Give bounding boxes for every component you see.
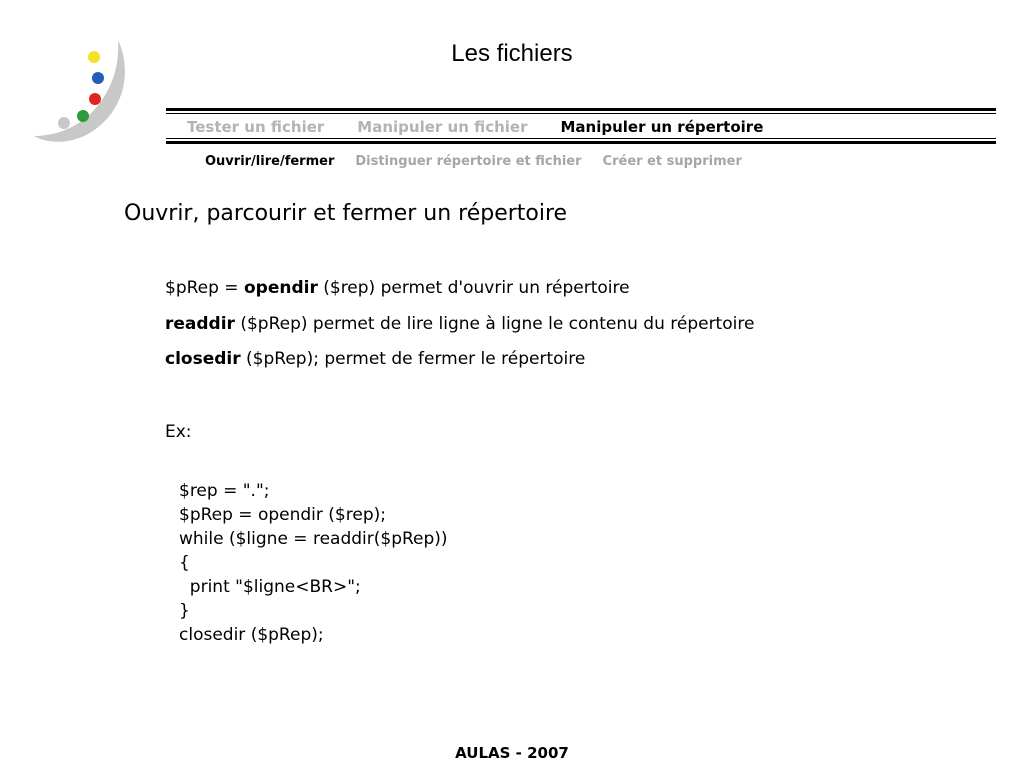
function-name-opendir: opendir: [243, 278, 318, 298]
nav-divider-bottom: [166, 141, 996, 144]
code-line: {: [179, 553, 190, 573]
code-line: }: [179, 601, 190, 621]
function-description: ($pRep); permet de fermer le répertoire: [240, 349, 586, 369]
function-opendir-line: [165, 277, 630, 299]
function-description: ($pRep) permet de lire ligne à ligne le contenu du répertoire: [234, 314, 755, 334]
tab-manipuler-un-repertoire[interactable]: Manipuler un répertoire: [560, 118, 764, 136]
code-line: closedir ($pRep);: [179, 625, 324, 645]
sub-nav: [205, 152, 742, 170]
main-nav: [187, 117, 763, 137]
subtab-creer-et-supprimer[interactable]: Créer et supprimer: [602, 153, 742, 169]
function-readdir-line: [165, 313, 754, 335]
slide-title: Les fichiers: [451, 40, 573, 67]
footer-credit: AULAS - 2007: [455, 744, 569, 762]
nav-divider-top-thin: [166, 113, 996, 114]
code-example: [179, 455, 448, 671]
nav-divider-top: [166, 108, 996, 111]
section-heading: Ouvrir, parcourir et fermer un répertoire: [124, 201, 568, 226]
function-description: ($rep) permet d'ouvrir un répertoire: [317, 278, 630, 298]
function-name-closedir: closedir: [165, 349, 241, 369]
function-closedir-line: [165, 348, 585, 370]
example-label: Ex:: [165, 422, 192, 442]
function-prefix: $pRep =: [165, 278, 244, 298]
function-name-readdir: readdir: [165, 314, 235, 334]
code-line: $rep = ".";: [179, 481, 270, 501]
tab-tester-un-fichier[interactable]: Tester un fichier: [187, 118, 325, 136]
subtab-ouvrir-lire-fermer[interactable]: Ouvrir/lire/fermer: [205, 153, 335, 169]
code-line: print "$ligne<BR>";: [179, 577, 361, 597]
subtab-distinguer-repertoire-et-fichier[interactable]: Distinguer répertoire et fichier: [355, 153, 582, 169]
tab-manipuler-un-fichier[interactable]: Manipuler un fichier: [357, 118, 528, 136]
code-line: while ($ligne = readdir($pRep)): [179, 529, 448, 549]
code-line: $pRep = opendir ($rep);: [179, 505, 386, 525]
nav-divider-bottom-thin: [166, 138, 996, 139]
